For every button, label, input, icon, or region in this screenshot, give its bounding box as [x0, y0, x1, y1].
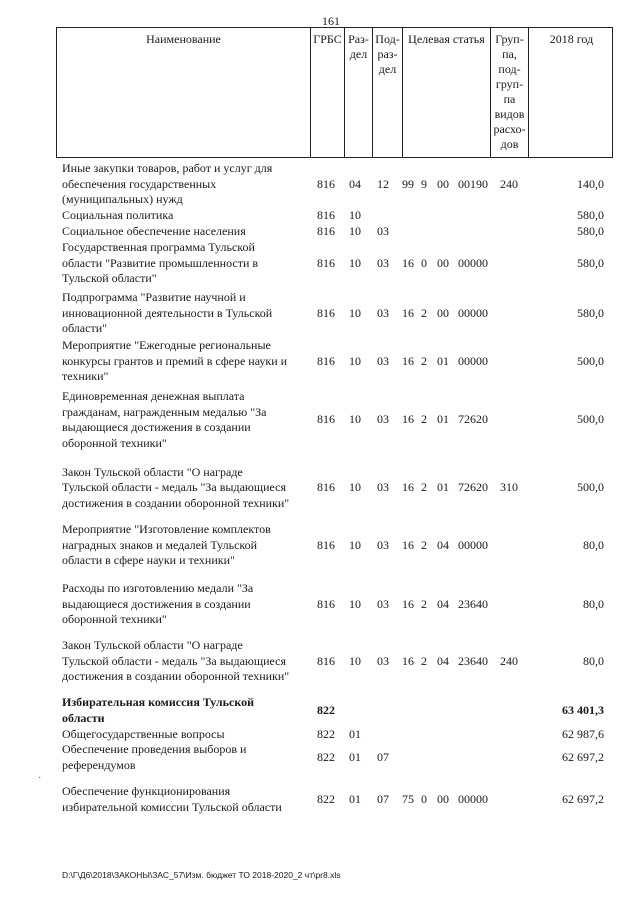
- cell-t4: 23640: [458, 596, 488, 611]
- cell-t2: 9: [421, 176, 427, 191]
- table-row: [0, 240, 640, 287]
- cell-grbs: 816: [317, 353, 335, 368]
- cell-t4: 00190: [458, 176, 488, 191]
- cell-t3: 00: [437, 176, 449, 191]
- cell-name: Подпрограмма "Развитие научной и инновационной деятельности в Тульской области": [62, 290, 273, 336]
- header-razdel: Раз- дел: [345, 28, 373, 157]
- cell-name: Единовременная денежная выплата гражданам, награжденным медалью "За выдающиеся достижения в создании оборонной техники": [62, 389, 267, 450]
- cell-t3: 00: [437, 255, 449, 270]
- cell-name: Социальное обеспечение населения: [62, 224, 246, 239]
- cell-t1: 16: [402, 480, 414, 495]
- cell-t4: 00000: [458, 305, 488, 320]
- table-row: [0, 581, 640, 628]
- cell-amt: 80,0: [583, 537, 604, 552]
- cell-name: Социальная политика: [62, 208, 174, 223]
- cell-grbs: 816: [317, 305, 335, 320]
- cell-name: Расходы по изготовлению медали "За выдающиеся достижения в создании оборонной техники": [62, 581, 254, 627]
- cell-podrazdel: 03: [377, 596, 389, 611]
- cell-amt: 580,0: [577, 224, 604, 239]
- cell-razdel: 01: [349, 749, 361, 764]
- cell-amt: 80,0: [583, 596, 604, 611]
- cell-t1: 75: [402, 791, 414, 806]
- cell-grbs: 816: [317, 176, 335, 191]
- cell-podrazdel: 07: [377, 749, 389, 764]
- cell-podrazdel: 03: [377, 255, 389, 270]
- cell-razdel: 10: [349, 537, 361, 552]
- cell-name: Мероприятие "Изготовление комплектов наградных знаков и медалей Тульской области в сфере науки и техники": [62, 522, 271, 568]
- cell-amt: 63 401,3: [562, 702, 604, 717]
- cell-t4: 23640: [458, 653, 488, 668]
- cell-podrazdel: 03: [377, 480, 389, 495]
- cell-t1: 16: [402, 537, 414, 552]
- cell-t3: 01: [437, 353, 449, 368]
- cell-grbs: 822: [317, 702, 335, 717]
- cell-amt: 62 697,2: [562, 749, 604, 764]
- table-row: [0, 161, 640, 208]
- cell-name: Государственная программа Тульской области "Развитие промышленности в Тульской области": [62, 240, 259, 286]
- cell-name: Закон Тульской области "О награде Тульской области - медаль "За выдающиеся достижения в создании оборонной техники": [62, 464, 290, 510]
- table-row: [0, 784, 640, 815]
- cell-grbs: 822: [317, 727, 335, 742]
- cell-t4: 72620: [458, 480, 488, 495]
- cell-razdel: 10: [349, 596, 361, 611]
- cell-grbs: 822: [317, 749, 335, 764]
- cell-podrazdel: 03: [377, 305, 389, 320]
- cell-amt: 500,0: [577, 480, 604, 495]
- cell-podrazdel: 03: [377, 412, 389, 427]
- header-podrazdel: Под- раз- дел: [373, 28, 403, 157]
- table-row: [0, 695, 640, 726]
- header-year: 2018 год: [549, 32, 594, 46]
- cell-t2: 2: [421, 480, 427, 495]
- cell-grbs: 816: [317, 208, 335, 223]
- table-row: [0, 742, 640, 773]
- cell-amt: 140,0: [577, 176, 604, 191]
- table-row: [0, 638, 640, 685]
- header-grbs: ГРБС: [311, 28, 345, 157]
- cell-grbs: 816: [317, 480, 335, 495]
- table-row: [0, 458, 640, 518]
- cell-grbs: 816: [317, 224, 335, 239]
- cell-amt: 62 697,2: [562, 791, 604, 806]
- cell-podrazdel: 03: [377, 224, 389, 239]
- cell-t1: 99: [402, 176, 414, 191]
- cell-amt: 80,0: [583, 653, 604, 668]
- cell-razdel: 10: [349, 353, 361, 368]
- cell-podrazdel: 07: [377, 791, 389, 806]
- cell-name: Избирательная комиссия Тульской области: [62, 695, 254, 725]
- cell-grbs: 816: [317, 255, 335, 270]
- cell-t4: 00000: [458, 255, 488, 270]
- cell-podrazdel: 03: [377, 537, 389, 552]
- cell-t2: 2: [421, 653, 427, 668]
- cell-name: Мероприятие "Ежегодные региональные конкурсы грантов и премий в сфере науки и техники": [62, 338, 288, 384]
- cell-t1: 16: [402, 353, 414, 368]
- cell-podrazdel: 12: [377, 176, 389, 191]
- margin-mark: ·: [38, 773, 42, 784]
- cell-razdel: 10: [349, 305, 361, 320]
- table-row: [0, 338, 640, 385]
- table-row: [0, 208, 640, 224]
- cell-t4: 72620: [458, 412, 488, 427]
- table-row: [0, 727, 640, 743]
- page-number: 161: [322, 14, 340, 28]
- cell-razdel: 10: [349, 224, 361, 239]
- cell-t3: 00: [437, 791, 449, 806]
- cell-razdel: 10: [349, 255, 361, 270]
- table-row: [0, 224, 640, 240]
- cell-grp: 240: [500, 653, 518, 668]
- cell-t3: 01: [437, 480, 449, 495]
- cell-razdel: 10: [349, 653, 361, 668]
- header-target: Целевая статья: [403, 28, 491, 157]
- cell-podrazdel: 03: [377, 653, 389, 668]
- cell-razdel: 01: [349, 727, 361, 742]
- cell-t2: 2: [421, 305, 427, 320]
- cell-podrazdel: 03: [377, 353, 389, 368]
- cell-t3: 04: [437, 537, 449, 552]
- cell-razdel: 04: [349, 176, 361, 191]
- table-row: [0, 522, 640, 569]
- header-name: Наименование: [57, 28, 311, 157]
- cell-t1: 16: [402, 305, 414, 320]
- cell-amt: 500,0: [577, 412, 604, 427]
- cell-t2: 2: [421, 412, 427, 427]
- cell-t1: 16: [402, 653, 414, 668]
- cell-name: Иные закупки товаров, работ и услуг для обеспечения государственных (муниципальных) нужд: [62, 161, 273, 207]
- cell-t1: 16: [402, 412, 414, 427]
- cell-t2: 2: [421, 353, 427, 368]
- cell-t3: 04: [437, 596, 449, 611]
- cell-amt: 580,0: [577, 255, 604, 270]
- cell-t4: 00000: [458, 791, 488, 806]
- cell-grbs: 816: [317, 537, 335, 552]
- header-group: Груп- па, под- груп- па видов расхо- дов: [491, 28, 529, 157]
- cell-name: Обеспечение функционирования избирательной комиссии Тульской области: [62, 784, 282, 814]
- cell-t2: 0: [421, 255, 427, 270]
- footer-path: D:\Г\Д6\2018\ЗАКОНЫ\ЗАС_57\Изм. бюджет ТО 2018-2020_2 чт\pr8.xls: [62, 870, 341, 880]
- cell-grp: 310: [500, 480, 518, 495]
- cell-t2: 2: [421, 596, 427, 611]
- cell-t3: 00: [437, 305, 449, 320]
- cell-razdel: 10: [349, 412, 361, 427]
- cell-name: Закон Тульской области "О награде Тульской области - медаль "За выдающиеся достижения в создании оборонной техники": [62, 638, 290, 684]
- cell-t4: 00000: [458, 537, 488, 552]
- cell-t1: 16: [402, 255, 414, 270]
- cell-grbs: 816: [317, 412, 335, 427]
- cell-razdel: 10: [349, 208, 361, 223]
- cell-t4: 00000: [458, 353, 488, 368]
- cell-razdel: 01: [349, 791, 361, 806]
- cell-grbs: 822: [317, 791, 335, 806]
- cell-amt: 500,0: [577, 353, 604, 368]
- cell-t2: 2: [421, 537, 427, 552]
- cell-amt: 580,0: [577, 208, 604, 223]
- cell-name: Общегосударственные вопросы: [62, 727, 225, 742]
- cell-grbs: 816: [317, 596, 335, 611]
- cell-grbs: 816: [317, 653, 335, 668]
- table-row: [0, 290, 640, 337]
- cell-t3: 01: [437, 412, 449, 427]
- cell-name: Обеспечение проведения выборов и референдумов: [62, 742, 247, 772]
- cell-razdel: 10: [349, 480, 361, 495]
- table-row: [0, 389, 640, 451]
- cell-t1: 16: [402, 596, 414, 611]
- cell-grp: 240: [500, 176, 518, 191]
- cell-amt: 62 987,6: [562, 727, 604, 742]
- cell-t2: 0: [421, 791, 427, 806]
- cell-t3: 04: [437, 653, 449, 668]
- cell-amt: 580,0: [577, 305, 604, 320]
